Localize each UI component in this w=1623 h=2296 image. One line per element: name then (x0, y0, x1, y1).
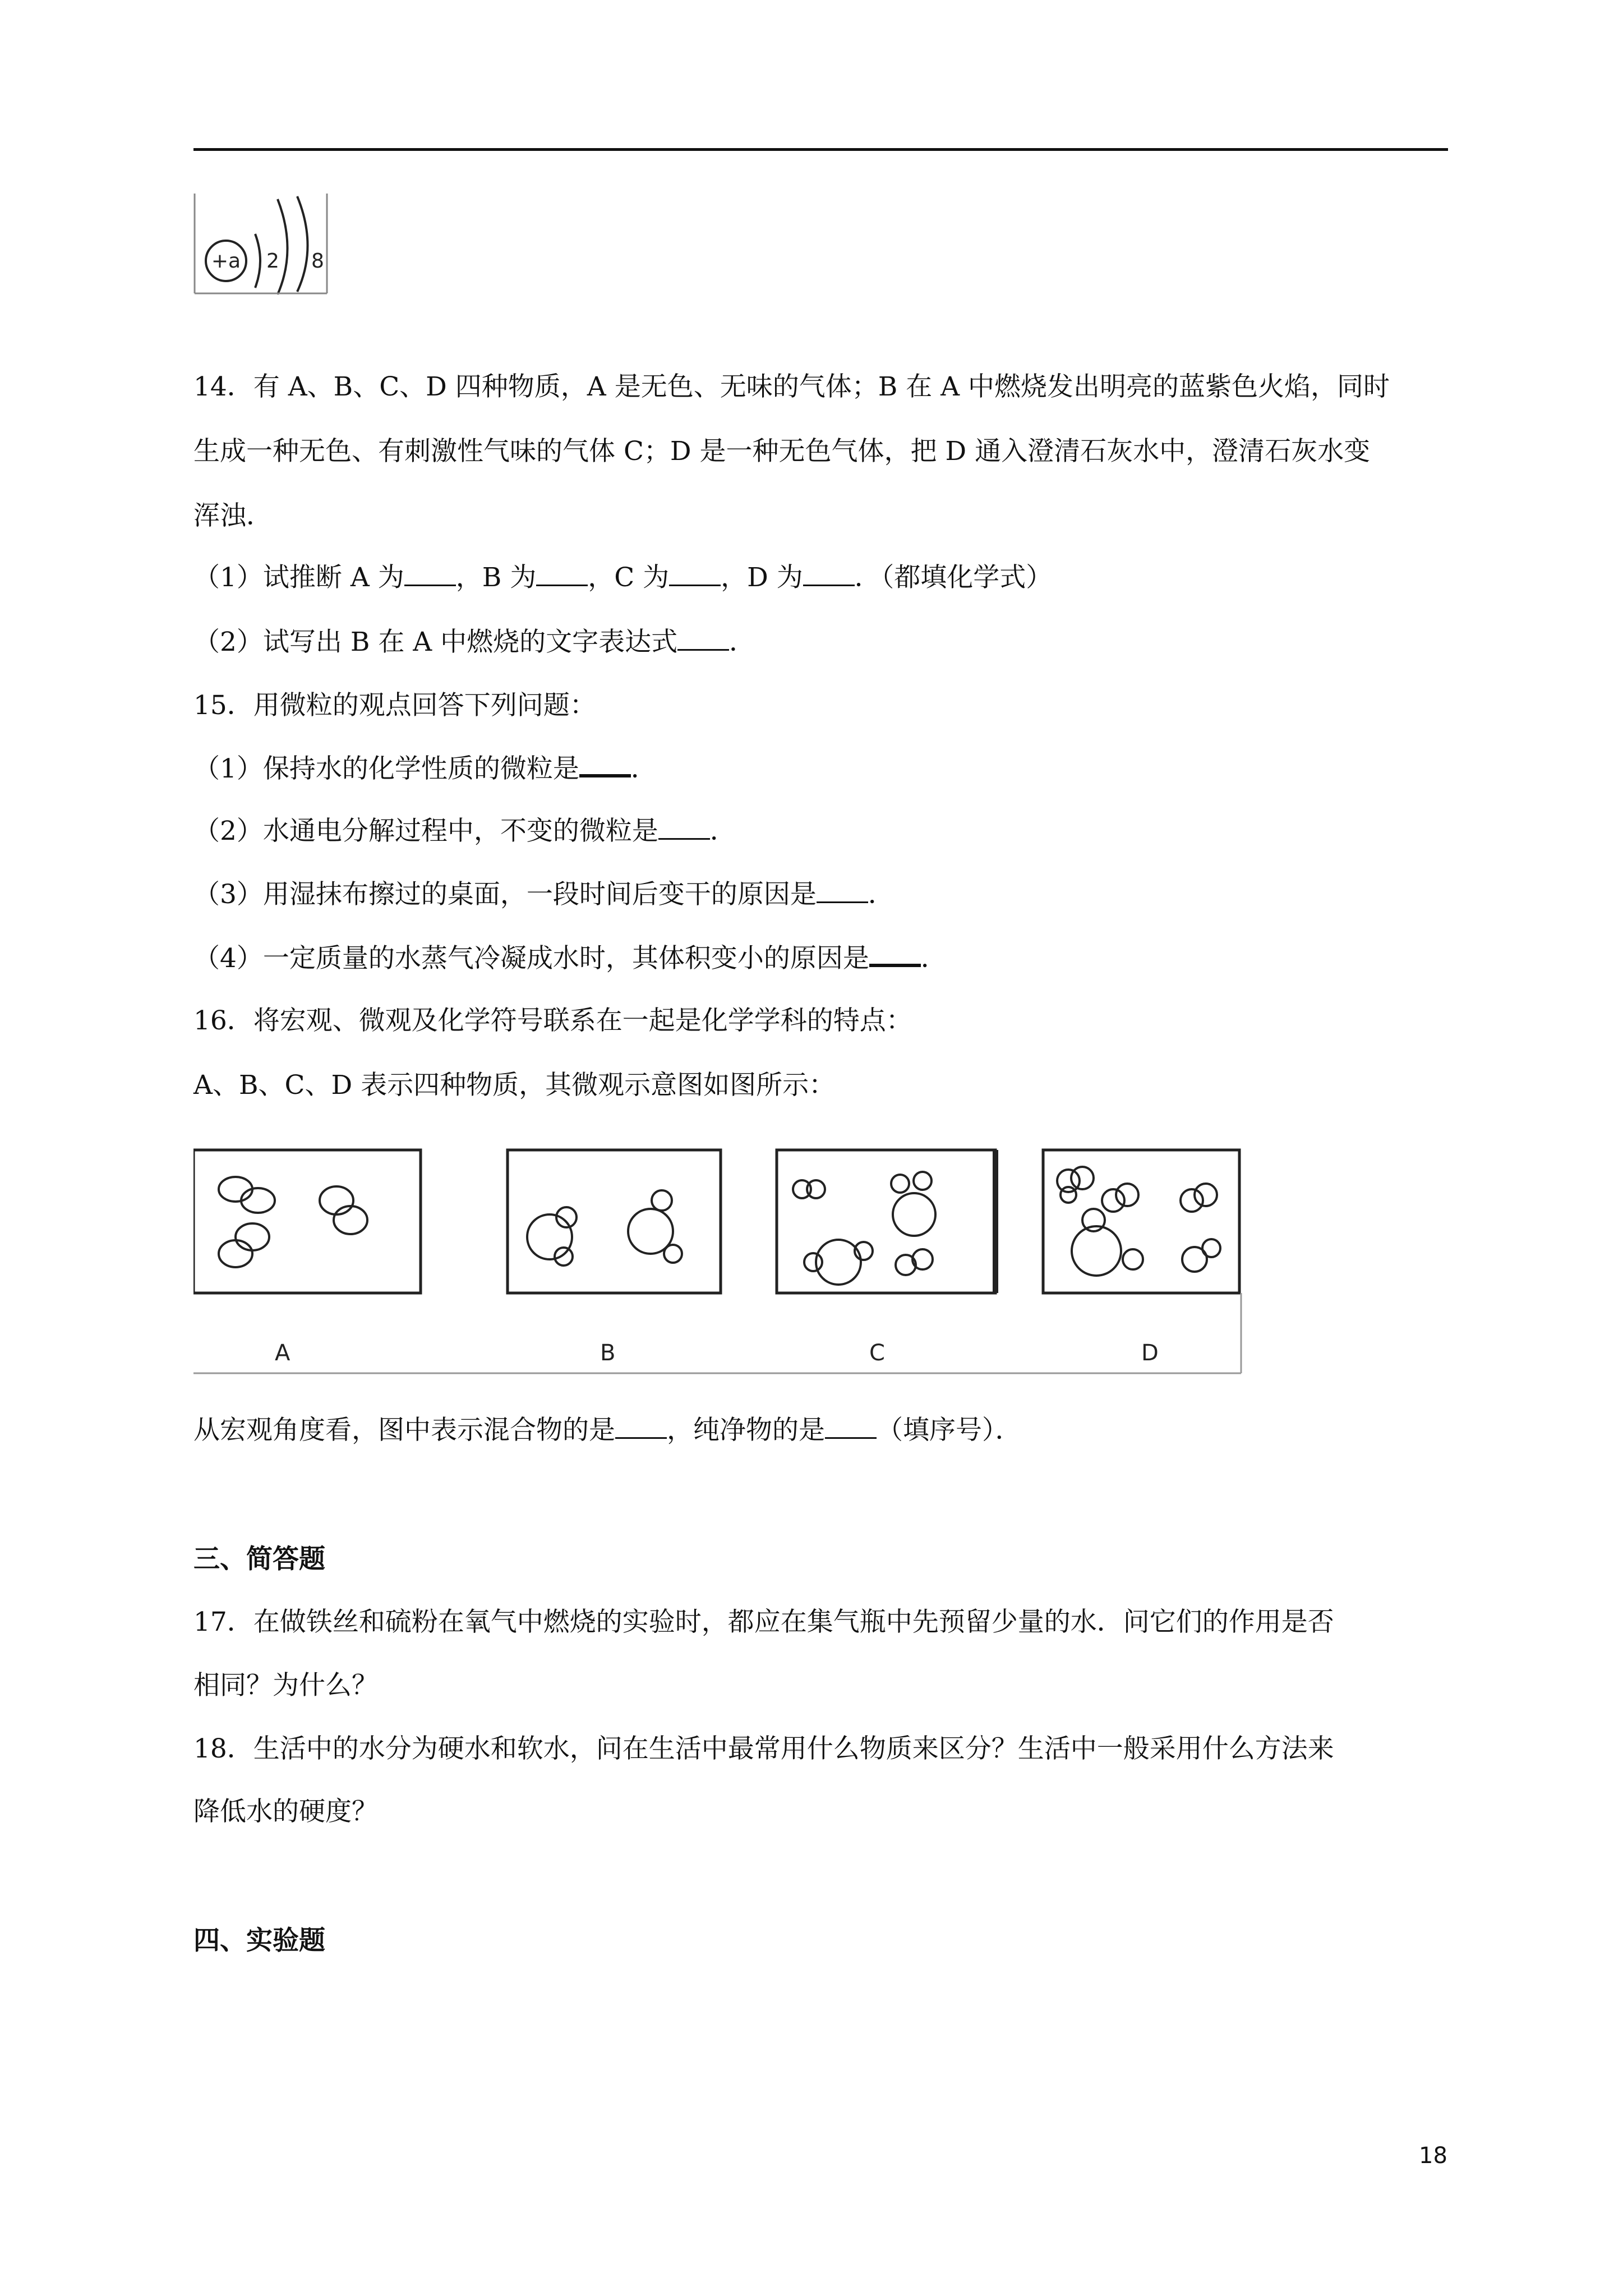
q17-line-2: 相同？为什么？ (193, 1670, 378, 1701)
q15-part-3: （3）用湿抹布擦过的桌面，一段时间后变干的原因是 ． (193, 879, 895, 910)
answer-blank-b[interactable] (536, 562, 588, 586)
answer-blank-q15-3[interactable] (817, 879, 868, 903)
answer-blank-a[interactable] (404, 562, 456, 586)
box-d-particles (1057, 1167, 1220, 1276)
q15-title: 15．用微粒的观点回答下列问题： (193, 690, 596, 721)
particle-diagram (193, 1139, 1242, 1374)
section-3-heading: 三、简答题 (193, 1544, 325, 1575)
answer-blank-pure[interactable] (825, 1415, 877, 1439)
label-a: A (275, 1340, 291, 1366)
q18-line-1: 18．生活中的水分为硬水和软水，问在生活中最常用什么物质来区分？生活中一般采用什么方法来 (193, 1733, 1334, 1764)
q16-title: 16．将宏观、微观及化学符号联系在一起是化学学科的特点： (193, 1005, 912, 1036)
answer-blank-expression[interactable] (677, 627, 729, 651)
q14-line-2: 生成一种无色、有刺激性气味的气体 C；D 是一种无色气体，把 D 通入澄清石灰水中，澄清石灰水变 (193, 436, 1371, 467)
answer-blank-q15-4[interactable] (869, 941, 921, 967)
svg-text:8: 8 (311, 250, 324, 273)
label-b: B (600, 1340, 616, 1366)
q14-line-1: 14．有 A、B、C、D 四种物质，A 是无色、无味的气体；B 在 A 中燃烧发出明亮的蓝紫色火焰，同时 (193, 371, 1390, 402)
section-4-heading: 四、实验题 (193, 1925, 325, 1956)
answer-blank-mixture[interactable] (615, 1415, 667, 1439)
box-a-particles (219, 1177, 367, 1267)
q14-part-1: （1）试推断 A 为 ，B 为 ，C 为 ，D 为 ．（都填化学式） (193, 562, 1053, 593)
q15-part-4: （4）一定质量的水蒸气冷凝成水时，其体积变小的原因是 ． (193, 941, 947, 976)
q15-part-2: （2）水通电分解过程中，不变的微粒是 ． (193, 816, 736, 846)
page-number: 18 (1419, 2143, 1447, 2169)
header-rule (193, 148, 1448, 151)
answer-blank-d[interactable] (803, 562, 855, 586)
q16-answer: 从宏观角度看，图中表示混合物的是 ，纯净物的是 （填序号）． (193, 1415, 1022, 1446)
q14-part-2: （2）试写出 B 在 A 中燃烧的文字表达式 ． (193, 627, 756, 657)
label-d: D (1141, 1340, 1159, 1366)
q17-line-1: 17．在做铁丝和硫粉在氧气中燃烧的实验时，都应在集气瓶中先预留少量的水．问它们的作用是否 (193, 1607, 1334, 1637)
q14-line-3: 浑浊． (193, 500, 273, 531)
answer-blank-q15-1[interactable] (579, 752, 631, 777)
answer-blank-c[interactable] (669, 562, 721, 586)
box-b (508, 1150, 721, 1293)
atom-diagram-frame (193, 194, 328, 295)
answer-blank-q15-2[interactable] (658, 816, 710, 840)
box-a (193, 1150, 421, 1293)
label-c: C (869, 1340, 885, 1366)
box-c-particles (793, 1172, 935, 1285)
q15-part-1: （1）保持水的化学性质的微粒是 ． (193, 752, 657, 786)
nucleus-label: +a (211, 250, 241, 273)
shell-1-count: 2 (266, 250, 279, 273)
q16-subtitle: A、B、C、D 表示四种物质，其微观示意图如图所示： (193, 1070, 836, 1101)
box-b-particles (527, 1190, 682, 1266)
q18-line-2: 降低水的硬度？ (193, 1796, 378, 1827)
